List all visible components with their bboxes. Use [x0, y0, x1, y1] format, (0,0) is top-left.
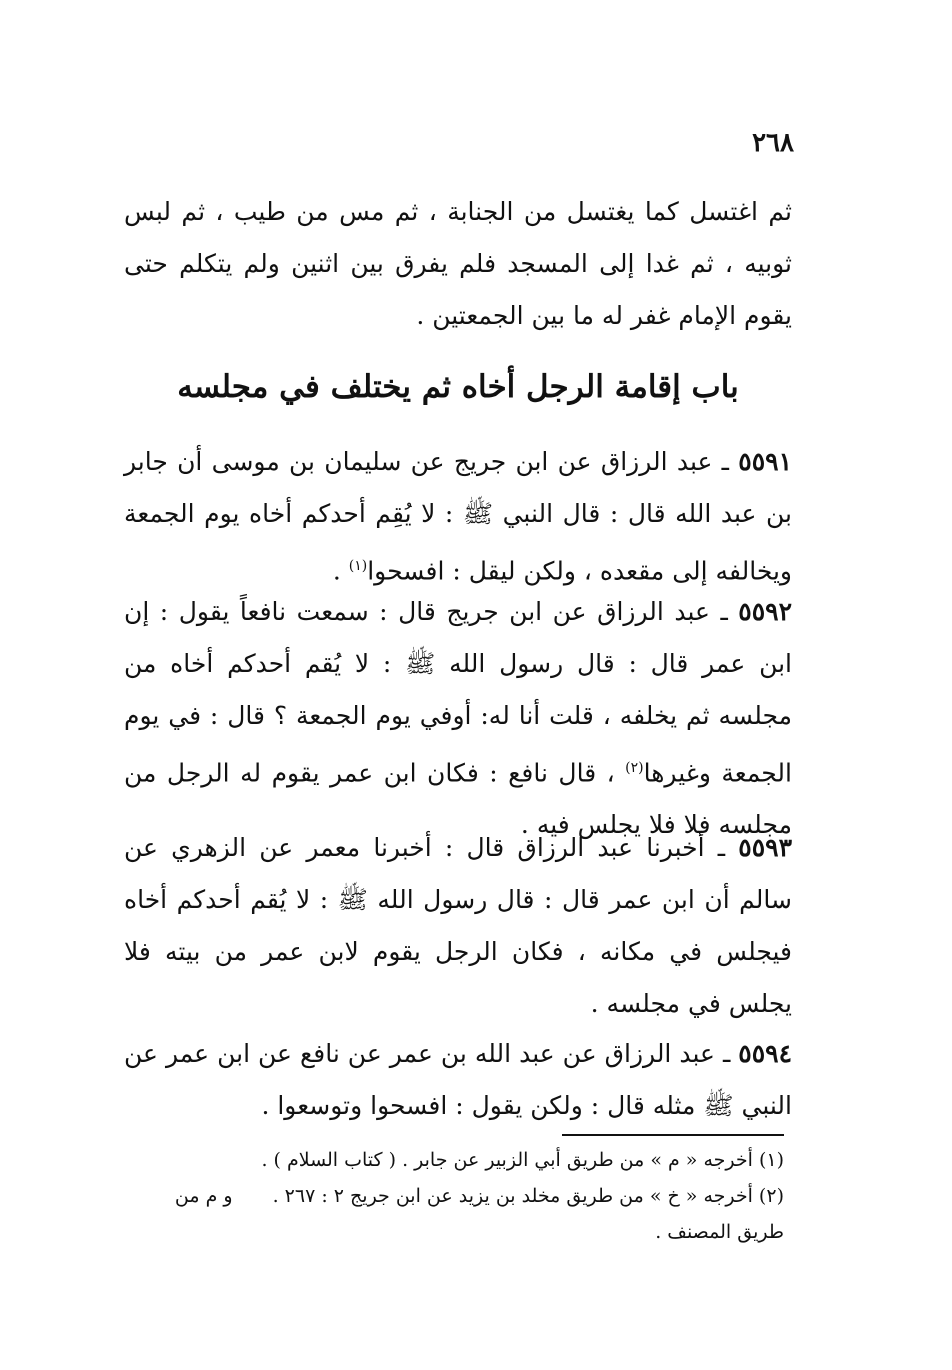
footnote-2	[124, 1178, 784, 1250]
page-number: ٢٦٨	[752, 128, 794, 158]
hadith-paragraph	[124, 436, 792, 597]
hadith-number: ٥٥٩١	[738, 447, 792, 476]
footnote-1: (١) أخرجه « م » من طريق أبي الزبير عن جابر . ( كتاب السلام ) .	[261, 1149, 784, 1171]
hadith-text-end: ، قال نافع : فكان ابن عمر يقوم له الرجل من مجلسه فلا فلا يجلس فيه .	[124, 758, 792, 840]
hadith-paragraph	[124, 822, 792, 1030]
hadith-5594	[124, 1028, 792, 1132]
footnote-ref[interactable]: (١)	[348, 558, 368, 574]
footnote-divider	[562, 1134, 784, 1136]
hadith-paragraph	[124, 1028, 792, 1132]
hadith-text: ـ عبد الرزاق عن عبد الله بن عمر عن نافع عن ابن عمر عن النبي ﷺ مثله قال : ولكن يقول : افسحوا وتوسعوا .	[124, 1039, 792, 1120]
footnote-ref[interactable]: (٢)	[625, 760, 644, 776]
hadith-5591	[124, 436, 792, 597]
hadith-5592	[124, 586, 792, 851]
hadith-5593	[124, 822, 792, 1030]
hadith-text: ـ عبد الرزاق عن ابن جريج عن سليمان بن موسى أن جابر بن عبد الله قال : قال النبي ﷺ : لا يُقِم أحدكم أخاه يوم الجمعة ويخالفه إلى مقعده ، ولكن ليقل : افسحوا	[124, 447, 792, 586]
footnote-2-text: (٢) أخرجه « خ » من طريق مخلد بن يزيد عن ابن جريج ٢ : ٢٦٧ .	[272, 1185, 784, 1207]
hadith-text: ـ أخبرنا عبد الرزاق قال : أخبرنا معمر عن الزهري عن سالم أن ابن عمر قال : قال رسول الله ﷺ : لا يُقم أحدكم أخاه فيجلس في مكانه ، فكان الرجل يقوم لابن عمر من بيته فلا يجلس في مجلسه .	[124, 833, 792, 1018]
footnote-2-tail: و م من طريق المصنف .	[174, 1185, 784, 1243]
intro-text: ثم اغتسل كما يغتسل من الجنابة ، ثم مس من طيب ، ثم لبس ثوبيه ، ثم غدا إلى المسجد فلم يفرق بين اثنين ولم يتكلم حتى يقوم الإمام غفر له ما بين الجمعتين .	[124, 197, 792, 330]
hadith-text: ـ عبد الرزاق عن ابن جريج قال : سمعت نافعاً يقول : إن ابن عمر قال : قال رسول الله ﷺ : لا يُقم أحدكم أخاه من مجلسه ثم يخلفه ، قلت أنا له: أوفي يوم الجمعة ؟ قال : في يوم الجمعة وغيرها	[124, 597, 792, 788]
hadith-number: ٥٥٩٣	[738, 833, 792, 862]
footnotes	[124, 1142, 784, 1250]
hadith-number: ٥٥٩٢	[738, 597, 793, 626]
hadith-number: ٥٥٩٤	[738, 1039, 792, 1068]
chapter-title: باب إقامة الرجل أخاه ثم يختلف في مجلسه	[177, 369, 739, 405]
hadith-text-end: .	[332, 556, 349, 586]
hadith-paragraph	[124, 586, 792, 851]
intro-paragraph	[124, 186, 792, 342]
